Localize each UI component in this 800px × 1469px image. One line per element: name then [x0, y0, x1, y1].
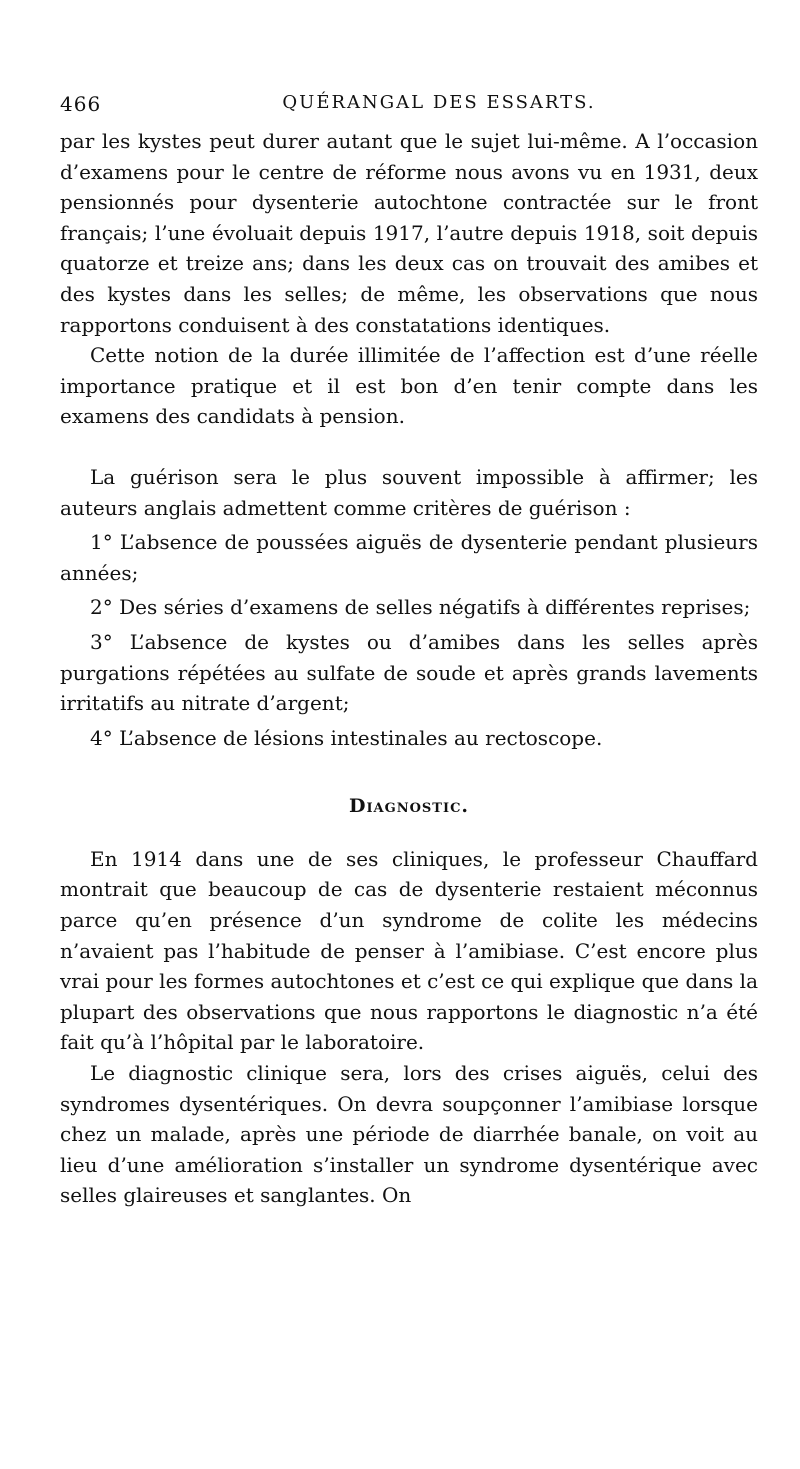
criterion-item-3: 3° L’absence de kystes ou d’amibes dans les selles après purgations répétées au sulfate de soude et après grands lavements irritatifs au nitrate d’argent; [60, 629, 758, 716]
body-text [60, 126, 758, 1211]
criterion-item-2: 2° Des séries d’examens de selles négatifs à différentes reprises; [90, 595, 751, 620]
book-page [60, 88, 758, 1211]
paragraph-chauffard-clinic: En 1914 dans une de ses cliniques, le professeur Chauffard montrait que beaucoup de cas de dysenterie restaient méconnus parce qu’en présence d’un syndrome de colite les médecins n’avaient pas l’habitude de penser à l’amibiase. C’est encore plus vrai pour les formes autochtones et c’est ce qui explique que dans la plupart des observations que nous rapportons le diagnostic n’a été fait qu’à l’hôpital par le laboratoire. [60, 846, 758, 1055]
running-head [60, 88, 758, 118]
page-number: 466 [60, 92, 102, 116]
paragraph-cyst-duration: par les kystes peut durer autant que le sujet lui-même. A l’occasion d’examens pour le centre de réforme nous avons vu en 1931, deux pensionnés pour dysenterie autochtone contractée sur le front français; l’une évoluait depuis 1917, l’autre depuis 1918, soit depuis quatorze et treize ans; dans les deux cas on trouvait des amibes et des kystes dans les selles; de même, les observations que nous rapportons conduisent à des constatations identiques. [60, 129, 758, 337]
section-heading-diagnostic: Diagnostic. [348, 795, 470, 818]
running-title: QUÉRANGAL DES ESSARTS. [282, 92, 596, 113]
criterion-item-1: 1° L’absence de poussées aiguës de dysenterie pendant plusieurs années; [60, 530, 758, 585]
paragraph-cure-criteria-intro: La guérison sera le plus souvent impossible à affirmer; les auteurs anglais admettent comme critères de guérison : [60, 464, 758, 520]
paragraph-clinical-diagnosis: Le diagnostic clinique sera, lors des crises aiguës, celui des syndromes dysentériques. On devra soupçonner l’amibiase lorsque chez un malade, après une période de diarrhée banale, on voit au lieu d’une amélioration s’installer un syndrome dysentérique avec selles glaireuses et sanglantes. On [60, 1061, 758, 1208]
paragraph-pension-importance: Cette notion de la durée illimitée de l’affection est d’une réelle importance pratique et il est bon d’en tenir compte dans les examens des candidats à pension. [60, 343, 758, 429]
criterion-item-4: 4° L’absence de lésions intestinales au rectoscope. [90, 725, 603, 750]
